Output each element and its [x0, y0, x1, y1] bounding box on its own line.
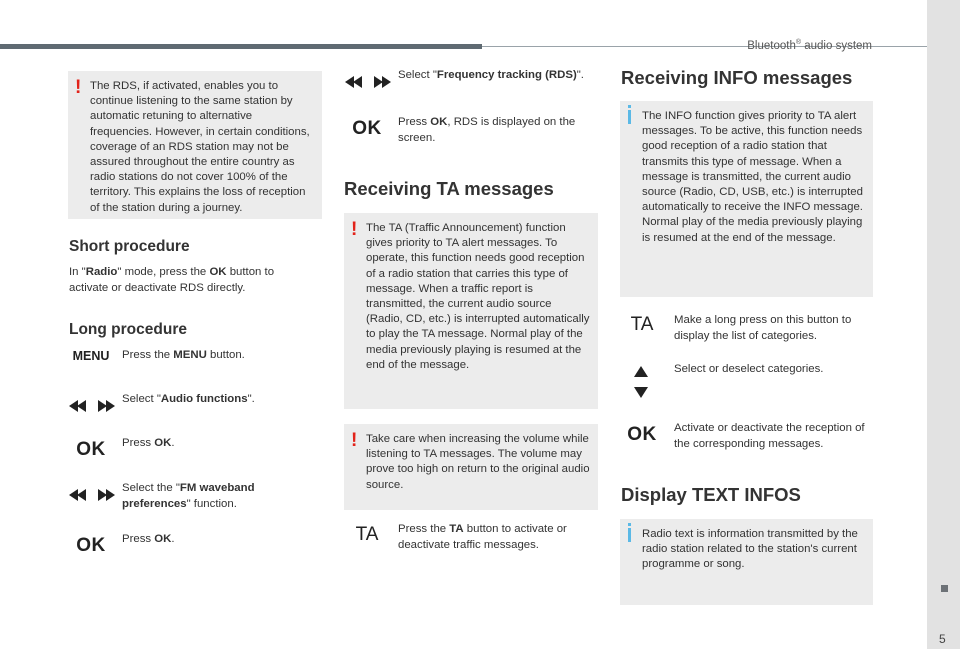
text-infos-note-box: [620, 519, 873, 605]
warning-icon: !: [351, 219, 358, 240]
step-press-ok-2: Press OK.: [122, 533, 175, 545]
rds-warning-box: [68, 71, 322, 219]
step-rds-displayed: Press OK, RDS is displayed on the screen.: [398, 116, 576, 144]
volume-warning-box: [344, 424, 598, 510]
step-fm-waveband: Select the "FM waveband preferences" function.: [122, 482, 255, 510]
ta-warning-box: [344, 213, 598, 409]
step-long-press: Make a long press on this button to display the list of categories.: [674, 314, 852, 342]
info-icon: [628, 110, 631, 124]
info-note-text: The INFO function gives priority to TA alert messages. To be active, this function needs good reception of a radio station that transmits this type of message. When a message is transmitted, the current audio source (Radio, CD, USB, etc.) is interrupted automatically to receive the INFO message. Normal play of the media previously playing is resumed at the end of the message.: [642, 110, 863, 244]
header-bar: [0, 44, 482, 49]
ok-key-icon: OK: [627, 424, 657, 445]
ok-key-icon: OK: [76, 439, 106, 460]
step-frequency-tracking: Select "Frequency tracking (RDS)".: [398, 69, 584, 81]
header-title: Bluetooth: [747, 39, 796, 52]
left-right-arrows-icon: [345, 75, 391, 89]
info-note-box: [620, 101, 873, 297]
step-audio-functions: Select "Audio functions".: [122, 393, 255, 405]
text-infos-note-text: Radio text is information transmitted by the radio station related to the station's current programme or song.: [642, 528, 858, 571]
registered-mark: ®: [795, 39, 802, 46]
ta-key-icon: TA: [630, 314, 654, 335]
warning-icon: !: [75, 77, 82, 98]
step-select-categories: Select or deselect categories.: [674, 363, 824, 375]
ta-key-icon: TA: [355, 524, 379, 545]
side-tab: [927, 0, 960, 649]
info-icon: [628, 528, 631, 542]
left-right-arrows-icon: [69, 399, 115, 413]
short-procedure-title: Short procedure: [69, 238, 190, 255]
step-press-ok-1: Press OK.: [122, 437, 175, 449]
step-activate-reception: Activate or deactivate the reception of the corresponding messages.: [674, 422, 865, 450]
header-title-rest: audio system: [801, 39, 872, 52]
ok-key-icon: OK: [76, 535, 106, 556]
page-header: [747, 39, 872, 52]
long-procedure-title: Long procedure: [69, 321, 187, 338]
ta-warning-text: The TA (Traffic Announcement) function gives priority to TA alert messages. To operate, this function needs good reception of a radio station that carries this type of message. When a traffic report is transmitted, the current audio source (Radio, CD, etc.) is interrupted automatically to play the TA message. Normal play of the media previously playing is resumed at the end of the message.: [366, 222, 590, 371]
warning-icon: !: [351, 430, 358, 451]
page-number: 5: [939, 632, 946, 646]
left-right-arrows-icon: [69, 488, 115, 502]
step-ta-button: Press the TA button to activate or deactivate traffic messages.: [398, 523, 567, 551]
info-title: Receiving INFO messages: [621, 67, 853, 88]
ta-title: Receiving TA messages: [344, 178, 554, 199]
volume-warning-text: Take care when increasing the volume while listening to TA messages. The volume may prove too high on return to the original audio source.: [366, 433, 590, 491]
ok-key-icon: OK: [352, 118, 382, 139]
continue-marker: [941, 585, 948, 592]
rds-warning-text: The RDS, if activated, enables you to continue listening to the same station by automatic retuning to alternative frequencies. However, in certain conditions, coverage of an RDS station may not be assured throughout the entire country as radio stations do not cover 100% of the territory. This explains the loss of reception of the station during a journey.: [90, 80, 310, 214]
text-infos-title: Display TEXT INFOS: [621, 484, 801, 505]
step-menu: Press the MENU button.: [122, 349, 245, 361]
up-down-arrows-icon: [633, 365, 649, 399]
menu-key-icon: MENU: [72, 349, 110, 363]
short-procedure-text: In "Radio" mode, press the OK button to activate or deactivate RDS directly.: [69, 266, 275, 294]
